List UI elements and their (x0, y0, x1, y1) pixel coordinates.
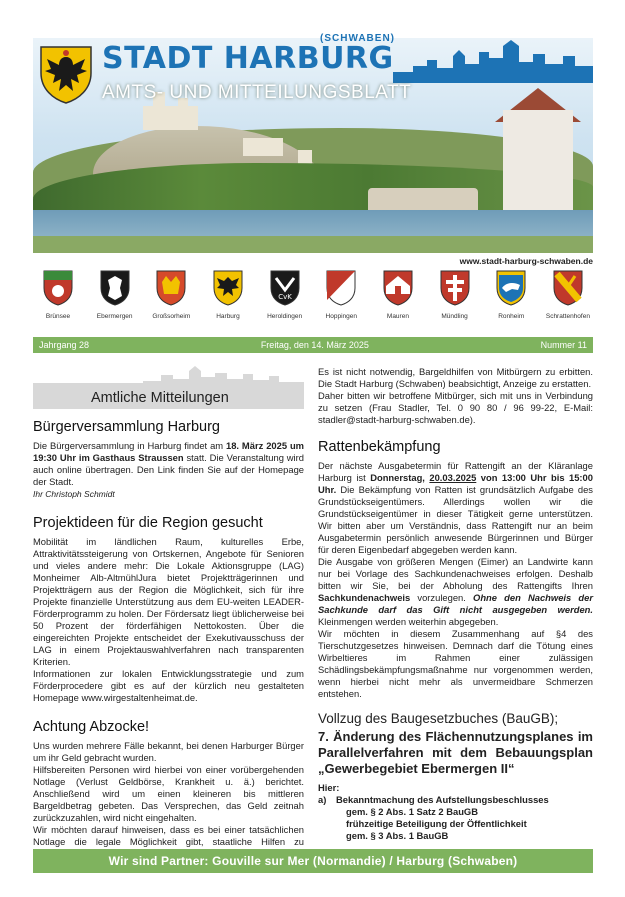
schrattenhofen-coa-icon (553, 270, 583, 306)
coa-ronheim (486, 270, 536, 328)
coa-label: Harburg (216, 313, 240, 320)
section-header (33, 365, 304, 409)
article-body: Uns wurden mehrere Fälle bekannt, bei denen Harburger Bürger um ihr Geld gebracht wurden. (33, 740, 304, 763)
coats-of-arms-row (33, 270, 593, 328)
hoppingen-coa-icon (326, 270, 356, 306)
list-item: a) Bekanntmachung des Aufstellungsbeschlusses gem. § 2 Abs. 1 Satz 2 BauGB frühzeitige Beteiligung der Öffentlichkeit gem. § 3 Abs. 1 BauGB (318, 794, 549, 841)
ebermergen-coa-icon (100, 270, 130, 306)
signature: Ihr Christoph Schmidt (33, 489, 115, 499)
coa-mundling (430, 270, 480, 328)
article-body: Der nächste Ausgabetermin für Rattengift an der Kläranlage Harburg ist Donnerstag, 20.03.2025 von 13:00 Uhr bis 15:00 Uhr. Die Bekämpfung von Ratten ist grundsätzlich Aufgabe des Grundstückseigentümers. Allerdings wollen wir die Grundstückseigentümer in dieser Tätigkeit gerne unterstützen. Wir bitten aber um Verständnis, dass Rattengift nur an beim Ausgabetermin persönlich anwesende Bürgerinnen und Bürger für deren Eigenbedarf abgegeben werden kann. (318, 460, 593, 555)
article-title-vollzug: Vollzug des Baugesetzbuches (BauGB); (318, 711, 559, 726)
article-title-abzocke: Achtung Abzocke! (33, 719, 150, 735)
harburg-coa-icon (213, 270, 243, 306)
coa-label: Mauren (386, 313, 409, 320)
heroldingen-coa-icon (270, 270, 300, 306)
harburg-eagle-coa-icon (37, 43, 95, 105)
right-column (318, 366, 593, 842)
coa-brunsee (33, 270, 83, 328)
masthead-subtitle: AMTS- UND MITTEILUNGSBLATT (102, 82, 412, 103)
ronheim-coa-icon (496, 270, 526, 306)
article-body: Es ist nicht notwendig, Bargeldhilfen von Mitbürgern zu erbitten. Die Stadt Harburg (Schwaben) beabsichtigt, Anzeige zu erstatten. (318, 366, 593, 389)
coa-heroldingen (260, 270, 310, 328)
article-body: Daher bitten wir betroffene Mitbürger, sich mit uns in Verbindung zu setzen (Frau Stadler, Tel. 0 90 80 / 96 99-22, E-Mail: stadler@stadt-harburg-schwaben.de). (318, 390, 593, 425)
coa-hoppingen (316, 270, 366, 328)
title-stadt: STADT (102, 41, 213, 76)
article-title-buergerversammlung: Bürgerversammlung Harburg (33, 419, 220, 435)
title-harburg: HARBURG (223, 41, 394, 76)
article-body: Wir möchten darauf hinweisen, dass es bei einer tatsächlichen Notlage die legale Möglichkeit gibt, staatliche Hilfen zu (33, 824, 304, 847)
region-label: (SCHWABEN) (320, 33, 395, 44)
castle-skyline-graphic (393, 38, 593, 83)
coa-grosssorheim (146, 270, 196, 328)
masthead-title (102, 42, 402, 76)
coa-mauren (373, 270, 423, 328)
issue-number: Nummer 11 (540, 340, 587, 350)
article-body: Wir möchten in diesem Zusammenhang auf §4 des Tierschutzgesetzes hinweisen. Demnach darf die Tötung eines Wirbeltieres im Rahmen einer zulässigen Schädlingsbekämpfungsmaßnahme nur vorgenommen werden, wenn hierbei nicht mehr als unvermeidbare Schmerzen entstehen. (318, 628, 593, 699)
brunsee-coa-icon (43, 270, 73, 306)
article-body: Die Ausgabe von größeren Mengen (Eimer) an Landwirte kann nur bei Vorlage des Sachkundenachweises erfolgen. Deshalb bitten wir Sie, bei der Abholung des Rattengifts Ihren Sachkundenachweis vorzulegen. Ohne den Nachweis der Sachkunde darf das Gift nicht ausgegeben werden. Kleinmengen werden weiterhin abgegeben. (318, 556, 593, 627)
issue-info-band (33, 337, 593, 353)
issue-date: Freitag, den 14. März 2025 (260, 340, 369, 350)
left-column (33, 365, 304, 860)
coa-label: Ronheim (498, 313, 525, 320)
mundling-coa-icon (440, 270, 470, 306)
website-url[interactable]: www.stadt-harburg-schwaben.de (459, 256, 593, 266)
article-body: Die Bürgerversammlung in Harburg findet am 18. März 2025 um 19:30 Uhr im Gasthaus Straussen statt. Die Veranstaltung wird auch online übertragen. Den Link finden Sie auf der Homepage der Stadt. (33, 440, 305, 487)
coa-label: Schrattenhofen (545, 313, 590, 320)
article-title-rattenbekaempfung: Rattenbekämpfung (318, 439, 441, 455)
coa-label: Großsorheim (152, 313, 191, 320)
section-header-title: Amtliche Mitteilungen (91, 390, 229, 406)
volume-label: Jahrgang 28 (39, 340, 90, 350)
coa-label: Brünsee (45, 313, 71, 320)
article-subtitle-flaechennutzungsplan: 7. Änderung des Flächennutzungsplanes im Parallelverfahren mit dem Bebauungsplan „Gewerbegebiet Ebermergen II“ (318, 729, 593, 776)
article-body: Mobilität im ländlichen Raum, kulturelles Erbe, Attraktivitätssteigerung von Ortskernen, Angebote für Senioren und vieles andere mehr: Die Lokale Aktionsgruppe (LAG) Monheimer Alb-AltmühlJura bietet Projektträgerinnen und Projektträgern aus der Region die Möglichkeit, sich für ihre Projekte finanzielle Unterstützung aus dem EU-weiten LEADER-Förderprogramm zu holen. Der Fördersatz liegt üblicherweise bei 50 Prozent der förderfähigen Nettokosten. Über die eingereichten Projekte entscheidet der Exekutivausschuss der LAG in einem Projektauswahlverfahren nach transparenten Kriterien. (33, 536, 304, 667)
article-body: Hilfsbereiten Personen wird hierbei von einer vorübergehenden Notlage (Verlust Geldbörse, Krankheit u. ä.) berichtet. Anschließend wird um einen kleineren bis mittleren Bargeldbetrag gebeten. Das Versprechen, das Geld zeitnah zurückzuzahlen, wird nicht eingehalten. (33, 764, 304, 823)
svg-text:CvK: CvK (277, 293, 292, 301)
coa-ebermergen (90, 270, 140, 328)
coa-schrattenhofen (543, 270, 593, 328)
coa-harburg (203, 270, 253, 328)
article-title-projektideen: Projektideen für die Region gesucht (33, 515, 263, 531)
partner-footer: Wir sind Partner: Gouville sur Mer (Normandie) / Harburg (Schwaben) (33, 849, 593, 873)
coa-label: Mündling (441, 313, 468, 320)
mauren-coa-icon (383, 270, 413, 306)
grosssorheim-coa-icon (156, 270, 186, 306)
coa-label: Ebermergen (96, 313, 133, 320)
hier-label: Hier: (318, 782, 340, 793)
coa-label: Hoppingen (325, 313, 357, 320)
article-body: Informationen zur lokalen Entwicklungsstrategie und zum Förderprocedere gibt es auf der kürzlich neu gestalteten Homepage www.wirgestaltenheimat.de. (33, 668, 304, 703)
coa-label: Heroldingen (267, 313, 303, 320)
